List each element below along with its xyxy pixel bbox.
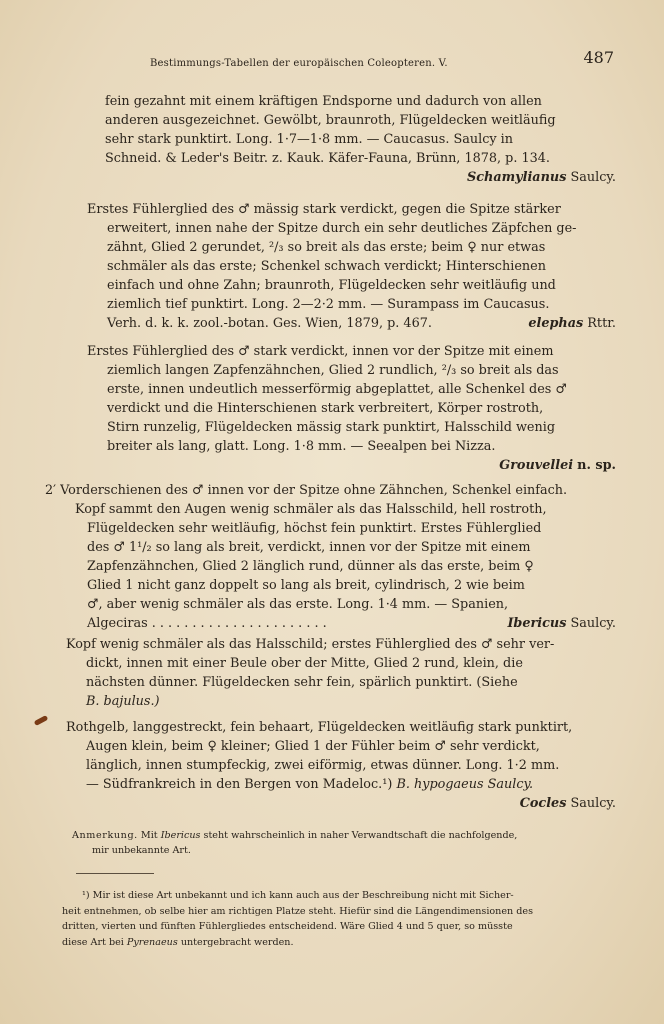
text-line: Glied 1 nicht ganz doppelt so lang als breit, cylindrisch, 2 wie beim xyxy=(87,578,525,593)
text-line: länglich, innen stumpfeckig, zwei eiförmig, etwas dünner. Long. 1·2 mm. xyxy=(86,758,560,773)
text-line-with-ref xyxy=(66,775,616,794)
text-line: anderen ausgezeichnet. Gewölbt, braunroth, Flügeldecken weitläufig xyxy=(105,113,556,128)
text-line: erweitert, innen nahe der Spitze durch ein sehr deutliches Zäpfchen ge- xyxy=(107,221,577,236)
note-line: mir unbekannte Art. xyxy=(92,845,191,856)
text-line-with-species xyxy=(87,314,616,333)
cross-reference: B. bajulus.) xyxy=(86,694,160,709)
cross-reference: B. hypogaeus Saulcy. xyxy=(396,777,534,792)
text-line: Augen klein, beim ♀ kleiner; Glied 1 der Fühler beim ♂ sehr verdickt, xyxy=(86,739,540,754)
note-line xyxy=(72,828,612,843)
locality: Algeciras . . . . . . . . . . . . . . . . . . . . . . xyxy=(87,616,327,631)
text-line: dickt, innen mit einer Beule ober der Mitte, Glied 2 rund, klein, die xyxy=(86,656,523,671)
text-line: Erstes Fühlerglied des ♂ stark verdickt, innen vor der Spitze mit einem xyxy=(87,344,554,359)
entry-ibericus xyxy=(45,481,616,633)
species-line xyxy=(87,456,616,475)
text-line: Schneid. & Leder's Beitr. z. Kauk. Käfer-Fauna, Brünn, 1878, p. 134. xyxy=(105,151,550,166)
annotation-note xyxy=(72,828,612,858)
text-line: erste, innen undeutlich messerförmig abgeplattet, alle Schenkel des ♂ xyxy=(107,382,567,397)
margin-ink-mark xyxy=(34,715,49,726)
note-species: Ibericus xyxy=(160,830,201,841)
text-line: Kopf sammt den Augen wenig schmäler als das Halsschild, hell rostroth, xyxy=(75,502,547,517)
footnote-line xyxy=(62,935,617,951)
text-line: zähnt, Glied 2 gerundet, ²/₃ so breit als das erste; beim ♀ nur etwas xyxy=(107,240,546,255)
species-author: Saulcy. xyxy=(570,170,616,185)
species-name: Ibericus xyxy=(507,616,567,631)
text-line: Stirn runzelig, Flügeldecken mässig stark punktirt, Halsschild wenig xyxy=(107,420,556,435)
text-line: ♂, aber wenig schmäler als das erste. Long. 1·4 mm. — Spanien, xyxy=(87,597,509,612)
note-text: steht wahrscheinlich in naher Verwandtschaft die nachfolgende, xyxy=(203,830,518,841)
footnote xyxy=(62,888,617,950)
species-name: Cocles xyxy=(519,796,567,811)
footnote-line: heit entnehmen, ob selbe hier am richtigen Platze steht. Hiefür sind die Längendimensionen des xyxy=(62,905,534,917)
citation: Verh. d. k. k. zool.-botan. Ges. Wien, 1879, p. 467. xyxy=(107,316,432,331)
footnote-divider xyxy=(76,873,154,874)
species-author: Saulcy. xyxy=(570,796,616,811)
couplet-line: 2′ Vorderschienen des ♂ innen vor der Spitze ohne Zähnchen, Schenkel einfach. xyxy=(45,483,568,498)
text-line: des ♂ 1¹/₂ so lang als breit, verdickt, innen vor der Spitze mit einem xyxy=(87,540,531,555)
text-line-with-species xyxy=(45,614,616,633)
entry-cocles xyxy=(66,718,616,813)
species-author: n. sp. xyxy=(577,458,616,473)
species-name: Grouvellei xyxy=(499,458,574,473)
footnote-line: dritten, vierten und fünften Fühlergliedes entscheidend. Wäre Glied 4 und 5 quer, so müsste xyxy=(62,921,513,932)
species-line xyxy=(66,794,616,813)
footnote-text: diese Art bei xyxy=(62,936,124,948)
note-text: Mit xyxy=(140,830,158,841)
text-line: verdickt und die Hinterschienen stark verbreitert, Körper rostroth, xyxy=(107,401,544,416)
text-line: nächsten dünner. Flügeldecken sehr fein, spärlich punktirt. (Siehe xyxy=(86,675,518,690)
footnote-line: ¹) Mir ist diese Art unbekannt und ich kann auch aus der Beschreibung nicht mit Sicher- xyxy=(82,890,514,901)
text-line: ziemlich langen Zapfenzähnchen, Glied 2 rundlich, ²/₃ so breit als das xyxy=(107,363,559,378)
locality: — Südfrankreich in den Bergen von Madeloc.¹) xyxy=(86,777,393,792)
note-label: Anmerkung. xyxy=(72,830,138,841)
species-name: Schamylianus xyxy=(466,170,567,185)
species-name: elephas xyxy=(528,316,584,331)
text-line: einfach und ohne Zahn; braunroth, Flügeldecken sehr weitläufig und xyxy=(107,278,556,293)
text-line: Kopf wenig schmäler als das Halsschild; erstes Fühlerglied des ♂ sehr ver- xyxy=(66,637,555,652)
text-line: Erstes Fühlerglied des ♂ mässig stark verdickt, gegen die Spitze stärker xyxy=(87,202,561,217)
footnote-text: untergebracht werden. xyxy=(180,936,294,948)
entry-grouvellei xyxy=(87,342,616,475)
species-author: Saulcy. xyxy=(570,616,616,631)
text-line: Flügeldecken sehr weitläufig, höchst fein punktirt. Erstes Fühlerglied xyxy=(87,521,542,536)
footnote-species: Pyrenaeus xyxy=(126,936,178,948)
text-line: sehr stark punktirt. Long. 1·7—1·8 mm. — Caucasus. Saulcy in xyxy=(105,132,514,147)
running-title: Bestimmungs-Tabellen der europäischen Coleopteren. V. xyxy=(150,58,448,69)
text-line: breiter als lang, glatt. Long. 1·8 mm. — Seealpen bei Nizza. xyxy=(107,439,496,454)
entry-elephas xyxy=(87,200,616,333)
entry-bajulus-ref xyxy=(66,635,616,711)
text-line: schmäler als das erste; Schenkel schwach verdickt; Hinterschienen xyxy=(107,259,546,274)
text-line: fein gezahnt mit einem kräftigen Endsporne und dadurch von allen xyxy=(105,94,542,109)
page-number: 487 xyxy=(583,48,614,67)
species-author: Rttr. xyxy=(587,316,616,331)
species-line xyxy=(105,168,616,187)
entry-schamylianus xyxy=(105,92,616,187)
text-line: Rothgelb, langgestreckt, fein behaart, Flügeldecken weitläufig stark punktirt, xyxy=(66,720,573,735)
text-line: Zapfenzähnchen, Glied 2 länglich rund, dünner als das erste, beim ♀ xyxy=(87,559,534,574)
text-line: ziemlich tief punktirt. Long. 2—2·2 mm. — Surampass im Caucasus. xyxy=(107,297,550,312)
